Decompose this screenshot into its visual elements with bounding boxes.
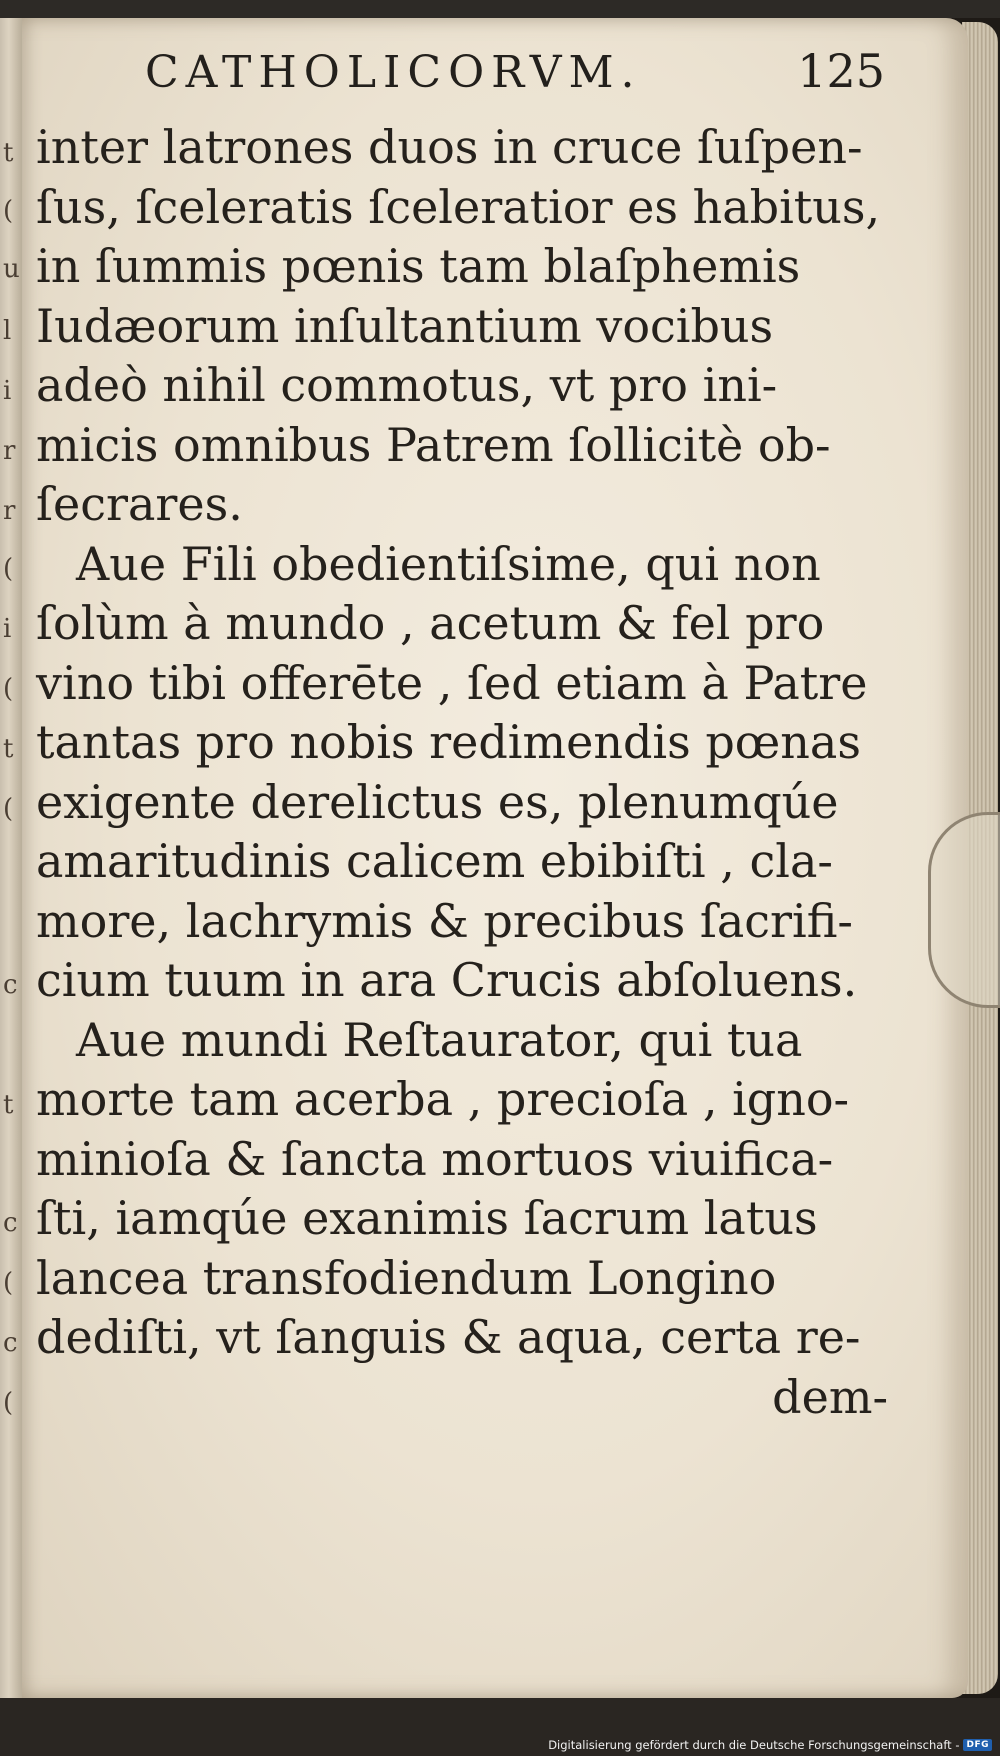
- body-text: [36, 118, 896, 1427]
- text-line: lancea transfodiendum Longino: [36, 1250, 777, 1305]
- fragment: (: [3, 1388, 14, 1418]
- credit-text: Digitalisierung gefördert durch die Deutsche Forschungsgemeinschaft -: [548, 1738, 960, 1752]
- fragment: r: [3, 496, 16, 526]
- text-line: adeò nihil commotus, vt pro ini-: [36, 358, 778, 412]
- text-line: in ſummis pœnis tam blaſphemis: [36, 239, 801, 293]
- fragment: u: [3, 254, 20, 284]
- fragment: (: [3, 794, 14, 824]
- text-line: tantas pro nobis redimendis pœnas: [36, 715, 861, 769]
- paragraph-start-line: Aue mundi Reſtaurator, qui tua: [76, 1012, 803, 1067]
- text-line: more, lachrymis & precibus ſacrifi-: [36, 893, 853, 948]
- top-edge: [0, 0, 1000, 18]
- fragment: l: [3, 316, 12, 346]
- fragment: t: [3, 1090, 14, 1120]
- text-line: Iudæorum inſultantium vocibus: [36, 298, 774, 353]
- fragment: t: [3, 138, 14, 168]
- text-line: morte tam acerba , precioſa , igno-: [36, 1072, 850, 1126]
- paragraph-start-line: Aue Fili obedientiſsime, qui non: [76, 536, 821, 591]
- text-line: ſecrares.: [36, 477, 243, 531]
- text-line: ſti, iamqúe exanimis ſacrum latus: [36, 1191, 818, 1245]
- fragment: (: [3, 554, 14, 584]
- fragment: t: [3, 734, 14, 764]
- fragment: c: [3, 1208, 18, 1238]
- text-line: vino tibi offerēte , ſed etiam à Patre: [36, 655, 868, 710]
- fragment: (: [3, 674, 14, 704]
- text-line: ſolùm à mundo , acetum & fel pro: [36, 596, 825, 650]
- text-line: amaritudinis calicem ebibiſti , cla-: [36, 834, 833, 888]
- fragment: (: [3, 196, 14, 226]
- fragment: c: [3, 1328, 18, 1358]
- text-line: exigente derelictus es, plenumqúe: [36, 774, 839, 829]
- page-number: 125: [797, 44, 885, 98]
- text-line: micis omnibus Patrem ſollicitè ob-: [36, 417, 831, 472]
- fragment: i: [3, 376, 12, 406]
- digitization-credit: [548, 1738, 992, 1752]
- fragment: i: [3, 614, 12, 644]
- facing-page-edge: [0, 18, 22, 1698]
- fragment: c: [3, 970, 18, 1000]
- fragment: (: [3, 1268, 14, 1298]
- text-line: dediſti, vt ſanguis & aqua, certa re-: [36, 1310, 861, 1364]
- running-title: CATHOLICORVM.: [145, 47, 642, 98]
- dfg-logo: DFG: [963, 1739, 992, 1751]
- text-line: ſus, ſceleratis ſceleratior es habitus,: [36, 179, 881, 234]
- page-clip: [928, 812, 1000, 1008]
- fragment: r: [3, 436, 16, 466]
- text-line: minioſa & ſancta mortuos viuifica-: [36, 1131, 834, 1186]
- text-line: cium tuum in ara Crucis abſoluens.: [36, 953, 858, 1007]
- catchword: dem-: [772, 1369, 888, 1424]
- page-header: [145, 44, 885, 98]
- text-line: inter latrones duos in cruce ſuſpen-: [36, 120, 863, 174]
